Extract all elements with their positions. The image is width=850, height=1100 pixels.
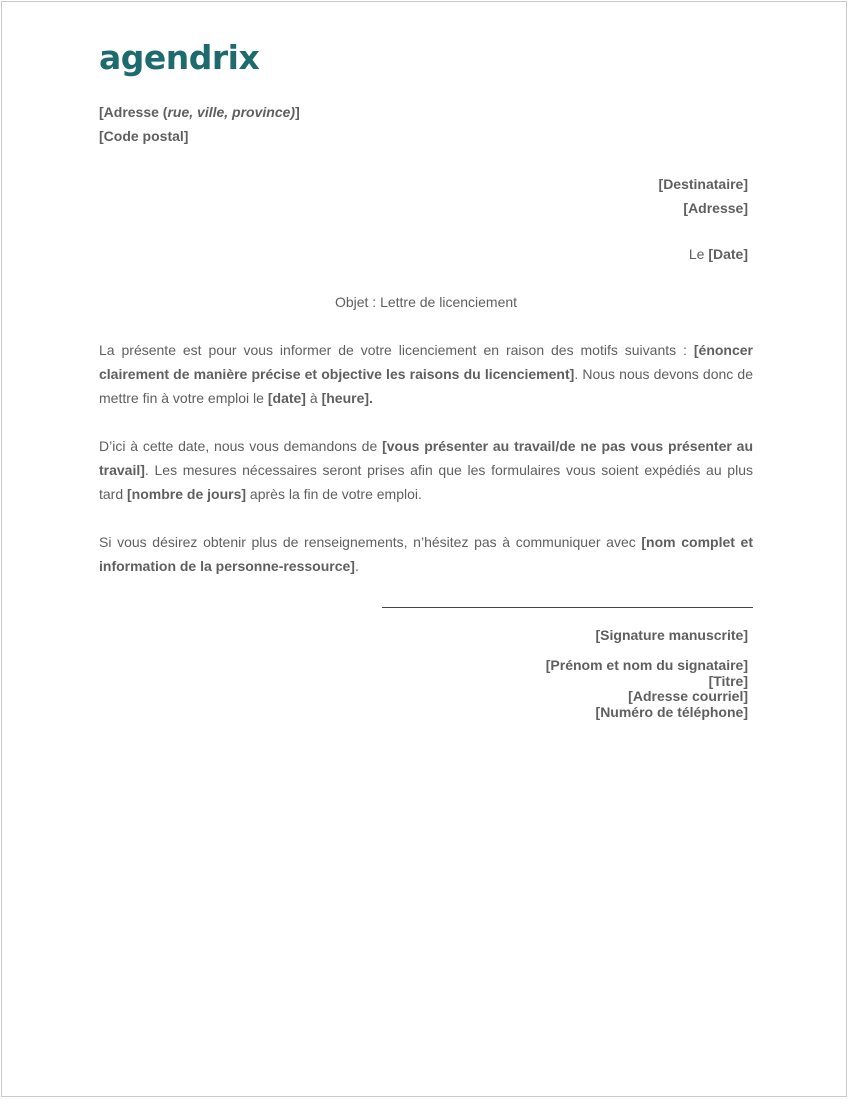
sender-block [99,100,300,148]
recipient-block [659,172,748,220]
paragraph-dismissal-reasons: La présente est pour vous informer de votre licenciement en raison des motifs suivants : [énoncer clairement de manière précise et objective les raisons du licenciement]. Nous nous devons donc de mettre fin à votre emploi le [date] à [heure]. [99,342,753,406]
paragraph-contact: Si vous désirez obtenir plus de renseignements, n’hésitez pas à communiquer avec [nom complet et information de la personne-ressource]. [99,534,754,574]
signer-block [546,658,748,720]
recipient-address: [Adresse] [683,200,748,216]
signer-name: [Prénom et nom du signataire] [545,657,748,673]
signer-phone: [Numéro de téléphone] [595,703,748,720]
signer-title: [Titre] [708,672,748,689]
date-line: Le [Date] [688,246,748,262]
signer-email: [Adresse courriel] [628,688,748,704]
signature-handwritten-label: [Signature manuscrite] [595,627,748,643]
letter-page [1,1,847,1097]
recipient-name: [Destinataire] [658,176,748,192]
agendrix-logo: agendrix [99,38,260,77]
sender-postal-code: [Code postal] [99,128,189,144]
date-placeholder: [Date] [708,246,748,262]
letter-subject: Objet : Lettre de licenciement [334,294,518,310]
sender-address: [Adresse (rue, ville, province)] [99,104,300,120]
paragraph-instructions: D’ici à cette date, nous vous demandons de [vous présenter au travail/de ne pas vous présenter au travail]. Les mesures nécessaires seront prises afin que les formulaires vous soient expédiés au plus tard [nombre de jours] après la fin de votre emploi. [99,438,753,502]
signature-line [382,607,753,608]
